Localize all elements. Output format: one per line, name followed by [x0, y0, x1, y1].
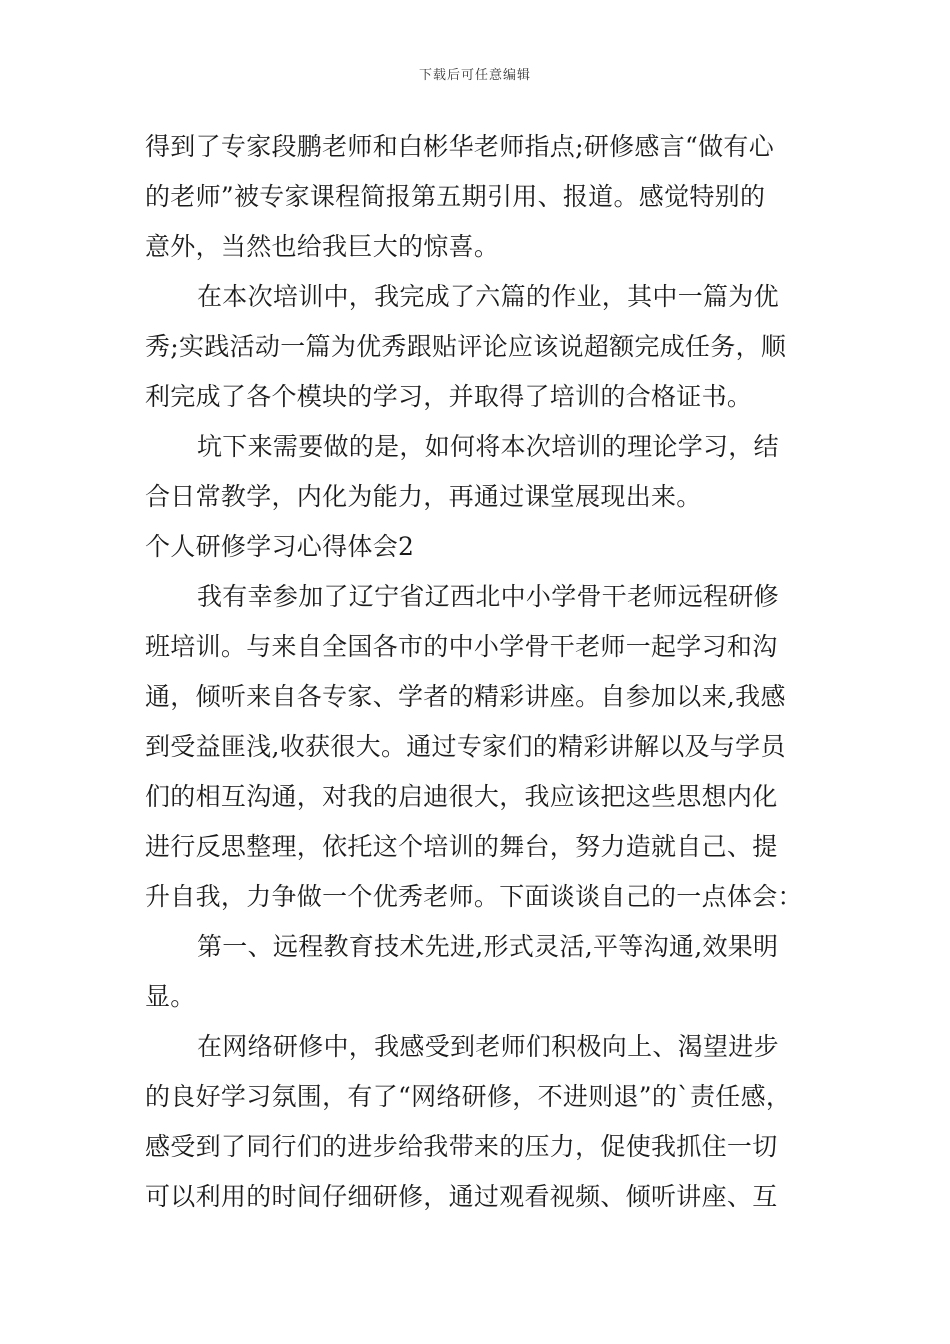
- text-line: 感受到了同行们的进步给我带来的压力，促使我抓住一切: [145, 1132, 778, 1161]
- text-line: 到受益匪浅,收获很大。通过专家们的精彩讲解以及与学员: [145, 732, 786, 761]
- text-line: 班培训。与来自全国各市的中小学骨干老师一起学习和沟: [145, 632, 778, 661]
- text-line: 得到了专家段鹏老师和白彬华老师指点;研修感言“做有心: [145, 132, 775, 161]
- text-line: 坑下来需要做的是，如何将本次培训的理论学习，结: [197, 432, 779, 461]
- page-header: 下载后可任意编辑: [418, 68, 531, 83]
- text-line: 秀;实践活动一篇为优秀跟贴评论应该说超额完成任务，顺: [145, 332, 787, 361]
- text-line: 在本次培训中，我完成了六篇的作业，其中一篇为优: [197, 282, 779, 311]
- text-line: 合日常教学，内化为能力，再通过课堂展现出来。: [145, 482, 702, 511]
- text-line: 升自我，力争做一个优秀老师。下面谈谈自己的一点体会：: [145, 882, 803, 911]
- text-line: 第一、远程教育技术先进,形式灵活,平等沟通,效果明: [197, 932, 779, 961]
- text-line: 们的相互沟通，对我的启迪很大，我应该把这些思想内化: [145, 782, 778, 811]
- text-line: 我有幸参加了辽宁省辽西北中小学骨干老师远程研修: [197, 582, 779, 611]
- document-body: [145, 122, 810, 1222]
- text-line: 通，倾听来自各专家、学者的精彩讲座。自参加以来,我感: [145, 682, 786, 711]
- text-line: 可以利用的时间仔细研修，通过观看视频、倾听讲座、互: [145, 1182, 778, 1211]
- text-line: 意外，当然也给我巨大的惊喜。: [145, 232, 500, 261]
- text-line: 在网络研修中，我感受到老师们积极向上、渴望进步: [197, 1032, 779, 1061]
- text-line: 的良好学习氛围，有了“网络研修，不进则退”的`责任感，: [145, 1082, 792, 1111]
- text-line: 的老师”被专家课程简报第五期引用、报道。感觉特别的: [145, 182, 766, 211]
- section-heading: 个人研修学习心得体会2: [145, 532, 415, 561]
- text-line: 利完成了各个模块的学习，并取得了培训的合格证书。: [145, 382, 753, 411]
- text-line: 显。: [145, 982, 196, 1011]
- text-line: 进行反思整理，依托这个培训的舞台，努力造就自己、提: [145, 832, 778, 861]
